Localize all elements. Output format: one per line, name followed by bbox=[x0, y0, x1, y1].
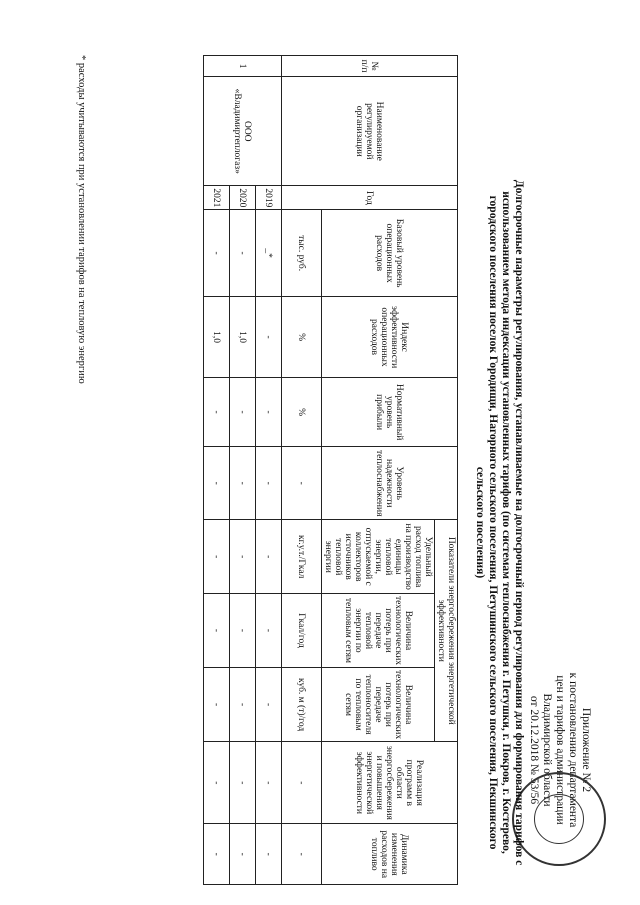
header-programs: Реализация программ в области энергосбережения и повышения энергетической эффективности bbox=[322, 742, 458, 824]
cell-heat-loss: - bbox=[204, 593, 230, 667]
header-index: Индекс эффективности операционных расходов bbox=[322, 296, 458, 377]
cell-index: 1,0 bbox=[230, 296, 256, 377]
unit-heat-loss: Гкал/год bbox=[282, 593, 322, 667]
unit-base: тыс. руб. bbox=[282, 210, 322, 297]
cell-fuel: - bbox=[256, 520, 282, 594]
cell-index: - bbox=[256, 296, 282, 377]
header-reliability: Уровень надежности теплоснабжения bbox=[322, 447, 458, 520]
cell-profit: - bbox=[204, 378, 230, 447]
unit-programs: - bbox=[282, 742, 322, 824]
cell-fuel-dynamics: - bbox=[230, 824, 256, 885]
unit-reliability: - bbox=[282, 447, 322, 520]
appendix-line: Приложение № 2 bbox=[580, 707, 592, 793]
cell-fuel-dynamics: - bbox=[204, 824, 230, 885]
unit-index: % bbox=[282, 296, 322, 377]
header-energy-group: Показатели энергосбережения энергетической эффективности bbox=[435, 520, 458, 742]
cell-heat-loss: - bbox=[256, 593, 282, 667]
footnote: * расходы учитываются при установлении тарифов на тепловую энергию bbox=[76, 55, 87, 384]
cell-programs: - bbox=[256, 742, 282, 824]
cell-org: ООО «Владимиртеплогаз» bbox=[204, 77, 282, 186]
header-fuel-dynamics: Динамика изменения расходов на топливо bbox=[322, 824, 458, 885]
cell-carrier-loss: - bbox=[256, 668, 282, 742]
header-fuel: Удельный расход топлива на производство единицы тепловой энергии, отпускаемой с коллекторов источников тепловой энергии bbox=[322, 520, 435, 594]
cell-heat-loss: - bbox=[230, 593, 256, 667]
header-num: № п/п bbox=[282, 56, 458, 77]
cell-year: 2019 bbox=[256, 186, 282, 210]
cell-fuel: - bbox=[230, 520, 256, 594]
cell-reliability: - bbox=[256, 447, 282, 520]
header-carrier-loss: Величина технологических потерь при передаче теплоносителя по тепловым сетям bbox=[322, 668, 435, 742]
unit-carrier-loss: куб. м (т)/год bbox=[282, 668, 322, 742]
cell-base: - bbox=[230, 210, 256, 297]
official-seal bbox=[512, 772, 606, 866]
unit-fuel-dynamics: - bbox=[282, 824, 322, 885]
unit-fuel: кг.у.т./Гкал bbox=[282, 520, 322, 594]
cell-base: _* bbox=[256, 210, 282, 297]
cell-year: 2021 bbox=[204, 186, 230, 210]
unit-profit: % bbox=[282, 378, 322, 447]
appendix-line: Владимирской области bbox=[541, 693, 553, 807]
header-org: Наименование регулируемой организации bbox=[282, 77, 458, 186]
cell-num: 1 bbox=[204, 56, 282, 77]
cell-programs: - bbox=[230, 742, 256, 824]
cell-fuel: - bbox=[204, 520, 230, 594]
header-base: Базовый уровень операционных расходов bbox=[322, 210, 458, 297]
cell-reliability: - bbox=[230, 447, 256, 520]
header-profit: Нормативный уровень прибыли bbox=[322, 378, 458, 447]
cell-fuel-dynamics: - bbox=[256, 824, 282, 885]
document-title: Долгосрочные параметры регулирования, устанавливаемые на долгосрочный период регулирования для формирования тарифов с использованием метода индексации установленных тарифов (по системам теплоснабжения г. Петушки, г. Покров, г. Костерево, городского поселения поселок Городищи, Нагорного сельского поселения, Петушинского сельского поселения, Пекшинского сельского поселения) bbox=[474, 179, 525, 866]
cell-year: 2020 bbox=[230, 186, 256, 210]
cell-reliability: - bbox=[204, 447, 230, 520]
cell-profit: - bbox=[256, 378, 282, 447]
table-row bbox=[256, 56, 282, 885]
header-heat-loss: Величина технологических потерь при передаче тепловой энергии по тепловым сетям bbox=[322, 593, 435, 667]
appendix-line: цен и тарифов администрации bbox=[554, 675, 566, 825]
cell-carrier-loss: - bbox=[230, 668, 256, 742]
header-year: Год bbox=[282, 186, 458, 210]
cell-index: 1,0 bbox=[204, 296, 230, 377]
appendix-line: к постановлению департамента bbox=[567, 672, 579, 828]
seal-inner bbox=[534, 794, 584, 844]
cell-programs: - bbox=[204, 742, 230, 824]
appendix-line: от 20.12.2018 № 53/56 bbox=[528, 695, 540, 805]
parameters-table bbox=[203, 55, 458, 885]
cell-profit: - bbox=[230, 378, 256, 447]
cell-carrier-loss: - bbox=[204, 668, 230, 742]
cell-base: - bbox=[204, 210, 230, 297]
